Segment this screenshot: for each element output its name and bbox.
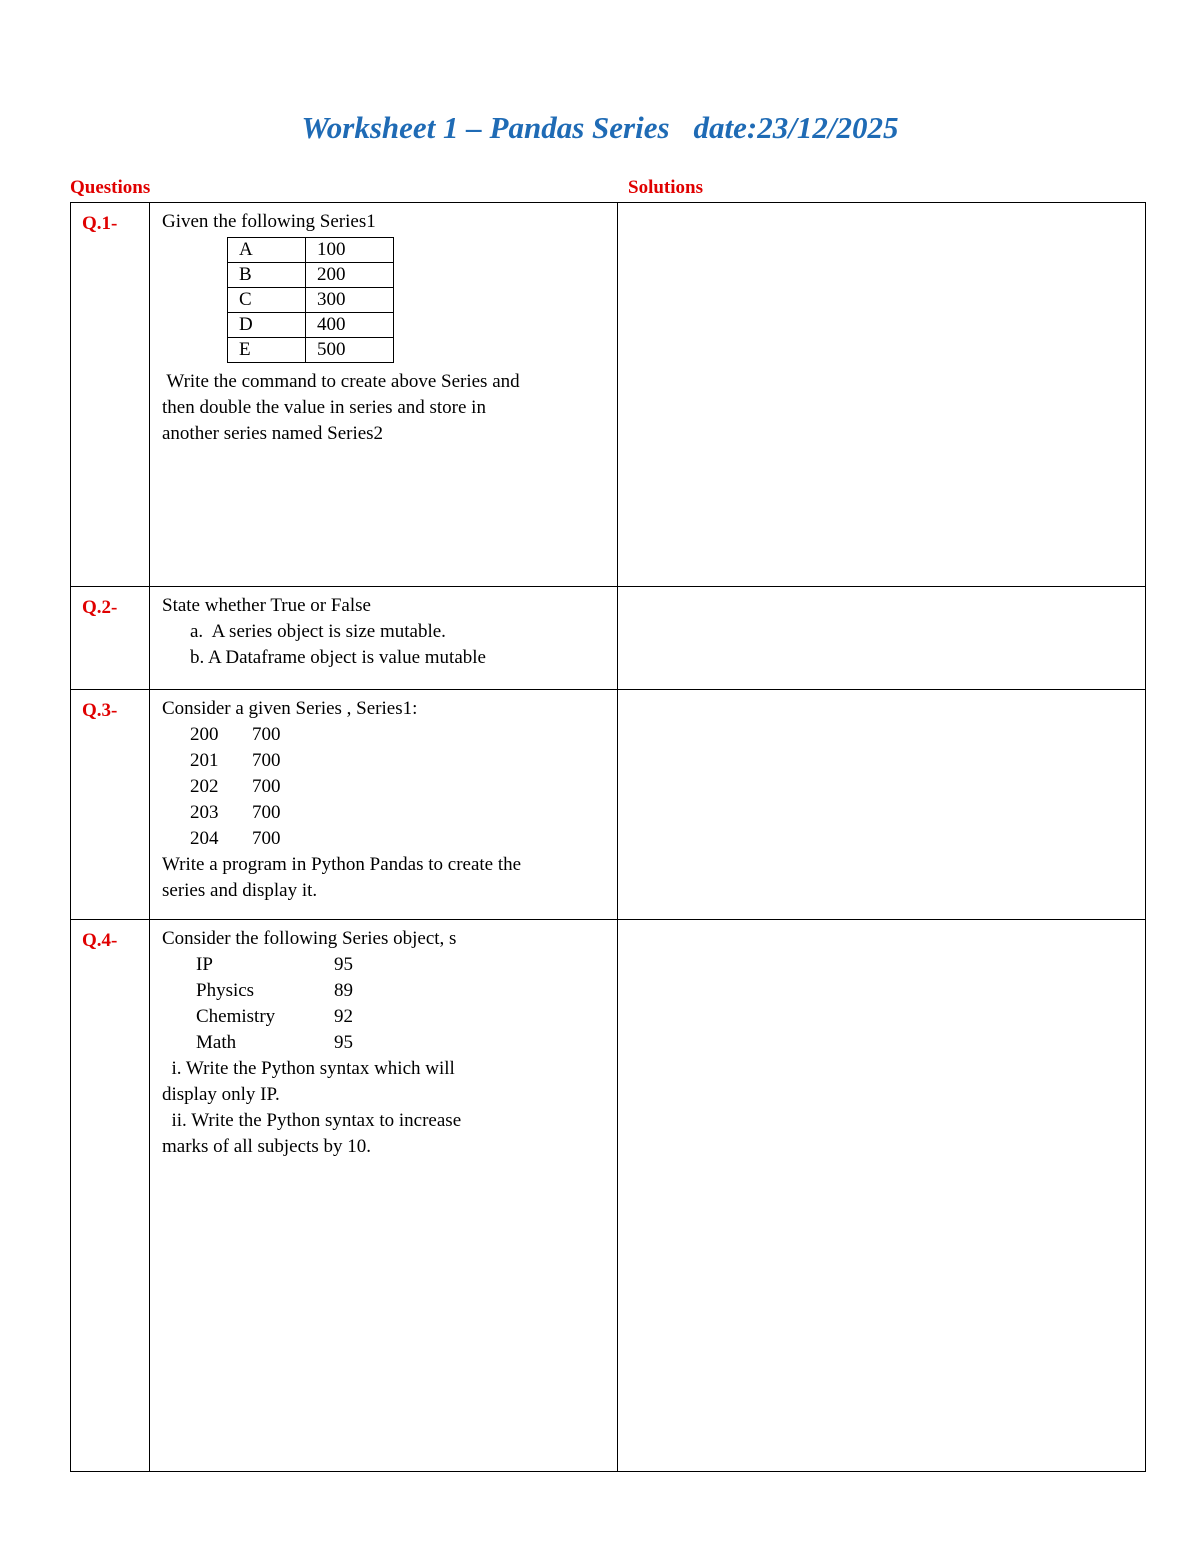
q1-series-table [227, 237, 394, 363]
q2-solution-area[interactable] [618, 587, 1146, 690]
q4-text [150, 920, 618, 1472]
cell-index: B [228, 263, 306, 288]
q4-line: ii. Write the Python syntax to increase [162, 1110, 462, 1131]
q3-line: series and display it. [162, 880, 318, 901]
q4-intro: Consider the following Series object, s [162, 928, 457, 949]
q4-line: marks of all subjects by 10. [162, 1136, 371, 1157]
cell-index: D [228, 313, 306, 338]
series-index: 203 [190, 802, 219, 823]
series-index: Physics [196, 980, 255, 1001]
list-item [162, 1004, 617, 1030]
table-row [228, 288, 394, 313]
q3-line: Write a program in Python Pandas to create the [162, 854, 522, 875]
q1-text [150, 203, 618, 587]
cell-index: E [228, 338, 306, 363]
series-value: 700 [252, 828, 281, 849]
table-row [228, 238, 394, 263]
q2-intro: State whether True or False [162, 595, 371, 616]
question-row-2 [71, 587, 1146, 690]
worksheet-table [70, 202, 1146, 1472]
series-value: 700 [252, 750, 281, 771]
q1-solution-area[interactable] [618, 203, 1146, 587]
table-row [228, 338, 394, 363]
question-row-4 [71, 920, 1146, 1472]
q4-line: i. Write the Python syntax which will [162, 1058, 455, 1079]
title-date: date:23/12/2025 [693, 110, 899, 145]
q2-item: b. A Dataframe object is value mutable [190, 647, 486, 668]
series-index: 202 [190, 776, 219, 797]
q4-line: display only IP. [162, 1084, 280, 1105]
q3-intro: Consider a given Series , Series1: [162, 698, 418, 719]
q2-text [150, 587, 618, 690]
q3-number: Q.3- [71, 690, 150, 920]
series-value: 95 [334, 1032, 353, 1053]
cell-value: 100 [306, 238, 394, 263]
series-index: Chemistry [196, 1006, 276, 1027]
q1-line: then double the value in series and store in [162, 397, 486, 418]
series-value: 89 [334, 980, 353, 1001]
series-index: Math [196, 1032, 237, 1053]
table-row [228, 313, 394, 338]
q1-intro: Given the following Series1 [162, 211, 376, 232]
list-item [162, 748, 617, 774]
title-main: Worksheet 1 – Pandas Series [301, 110, 670, 145]
series-value: 95 [334, 954, 353, 975]
q2-number: Q.2- [71, 587, 150, 690]
q1-number: Q.1- [71, 203, 150, 587]
solutions-header: Solutions [628, 177, 703, 198]
cell-value: 500 [306, 338, 394, 363]
worksheet-title [0, 110, 1200, 146]
list-item [162, 722, 617, 748]
cell-index: C [228, 288, 306, 313]
q3-solution-area[interactable] [618, 690, 1146, 920]
cell-value: 200 [306, 263, 394, 288]
q4-number: Q.4- [71, 920, 150, 1472]
cell-value: 400 [306, 313, 394, 338]
list-item [162, 800, 617, 826]
question-row-1 [71, 203, 1146, 587]
q1-line: Write the command to create above Series and [162, 371, 520, 392]
q1-line: another series named Series2 [162, 423, 384, 444]
list-item [162, 1030, 617, 1056]
series-index: IP [196, 954, 213, 975]
series-index: 201 [190, 750, 219, 771]
table-row [228, 263, 394, 288]
questions-header: Questions [70, 177, 151, 198]
series-value: 700 [252, 776, 281, 797]
series-index: 204 [190, 828, 219, 849]
series-index: 200 [190, 724, 219, 745]
cell-index: A [228, 238, 306, 263]
q3-text [150, 690, 618, 920]
cell-value: 300 [306, 288, 394, 313]
list-item [162, 826, 617, 852]
question-row-3 [71, 690, 1146, 920]
series-value: 700 [252, 724, 281, 745]
list-item [162, 978, 617, 1004]
series-value: 92 [334, 1006, 353, 1027]
list-item [162, 952, 617, 978]
q4-solution-area[interactable] [618, 920, 1146, 1472]
q2-item: a. A series object is size mutable. [190, 621, 446, 642]
list-item [162, 774, 617, 800]
series-value: 700 [252, 802, 281, 823]
